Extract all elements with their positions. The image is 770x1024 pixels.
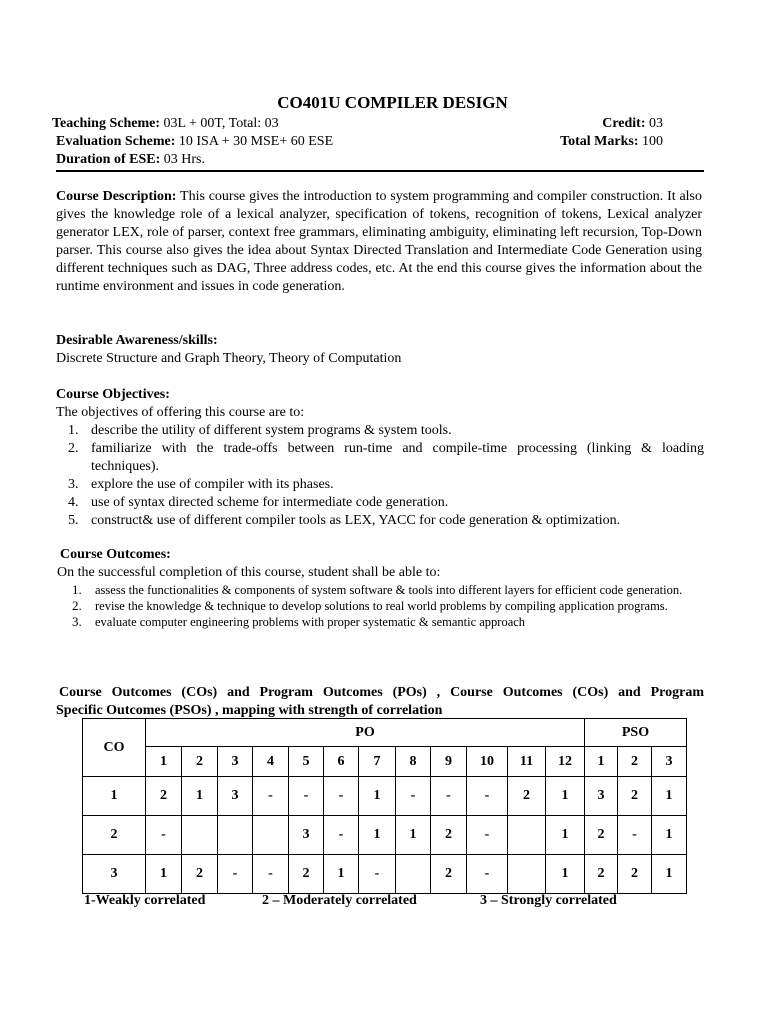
mapping-heading: [56, 684, 704, 720]
objective-text: construct& use of different compiler tools as LEX, YACC for code generation & optimization.: [91, 513, 621, 528]
objective-number: 4.: [68, 495, 79, 510]
table-row: [83, 855, 687, 894]
objectives-heading: Course Objectives:: [56, 387, 170, 402]
ese-duration-label: Duration of ESE:: [56, 152, 161, 167]
awareness-heading: Desirable Awareness/skills:: [56, 333, 218, 348]
objective-number: 5.: [68, 513, 79, 528]
po-number: 11: [508, 747, 546, 777]
outcome-item: [60, 582, 704, 598]
legend-strong: 3 – Strongly correlated: [480, 893, 617, 908]
outcome-number: 2.: [72, 598, 82, 613]
po-number: 9: [431, 747, 467, 777]
po-number: 1: [146, 747, 182, 777]
po-cell: 2: [431, 855, 467, 894]
co-po-mapping-table: [82, 718, 687, 894]
table-row: [83, 777, 687, 816]
objective-number: 1.: [68, 423, 79, 438]
ese-duration-value: 03 Hrs.: [160, 152, 205, 167]
pso-cell: 1: [652, 777, 687, 816]
po-number: 5: [289, 747, 324, 777]
pso-number: 1: [585, 747, 618, 777]
po-cell: -: [324, 777, 359, 816]
objective-item: [56, 494, 704, 512]
po-cell: 2: [182, 855, 218, 894]
teaching-scheme-value: 03L + 00T, Total: 03: [159, 116, 279, 131]
objective-text: familiarize with the trade-offs between run-time and compile-time processing (linking & loading techniques).: [91, 441, 704, 474]
outcomes-list: [60, 582, 704, 630]
teaching-scheme: [52, 115, 333, 133]
table-row: [83, 816, 687, 855]
outcomes-section: [57, 546, 704, 630]
course-title: CO401U COMPILER DESIGN: [277, 93, 508, 112]
course-description-label: Course Description:: [56, 189, 177, 204]
po-cell: -: [324, 816, 359, 855]
po-cell: 3: [218, 777, 253, 816]
co-cell: 2: [83, 816, 146, 855]
po-cell: [182, 816, 218, 855]
po-cell: -: [289, 777, 324, 816]
pso-number: 2: [618, 747, 652, 777]
total-marks-label: Total Marks:: [560, 134, 639, 149]
po-cell: [253, 816, 289, 855]
objective-item: [56, 512, 704, 530]
objective-item: [56, 422, 704, 440]
course-description: [56, 188, 702, 296]
po-cell: 1: [546, 777, 585, 816]
objective-number: 2.: [68, 441, 79, 456]
total-marks: [560, 133, 663, 151]
po-cell: 3: [289, 816, 324, 855]
po-cell: 1: [546, 816, 585, 855]
po-cell: 1: [396, 816, 431, 855]
legend-moderate: 2 – Moderately correlated: [262, 893, 417, 908]
objectives-intro: The objectives of offering this course are to:: [56, 405, 305, 420]
awareness-section: [56, 332, 704, 368]
objectives-section: [56, 386, 704, 530]
outcome-text: evaluate computer engineering problems with proper systematic & semantic approach: [95, 615, 526, 629]
mapping-heading-line2: Specific Outcomes (PSOs) , mapping with strength of correlation: [56, 703, 443, 718]
scheme-info: [52, 115, 333, 169]
po-cell: -: [146, 816, 182, 855]
po-number: 8: [396, 747, 431, 777]
po-cell: 1: [182, 777, 218, 816]
evaluation-scheme-label: Evaluation Scheme:: [56, 134, 176, 149]
outcome-text: revise the knowledge & technique to develop solutions to real world problems by compiling application programs.: [95, 599, 668, 613]
objective-text: describe the utility of different system programs & system tools.: [91, 423, 452, 438]
outcome-number: 3.: [72, 614, 82, 629]
pso-cell: 1: [652, 855, 687, 894]
co-header: CO: [83, 719, 146, 777]
outcomes-heading: Course Outcomes:: [60, 547, 171, 562]
po-cell: -: [467, 816, 508, 855]
po-cell: -: [253, 855, 289, 894]
po-cell: 1: [359, 777, 396, 816]
po-cell: [218, 816, 253, 855]
po-cell: -: [467, 777, 508, 816]
po-number: 7: [359, 747, 396, 777]
co-cell: 3: [83, 855, 146, 894]
po-cell: [508, 816, 546, 855]
objective-item: [56, 476, 704, 494]
po-cell: 1: [359, 816, 396, 855]
po-cell: -: [467, 855, 508, 894]
po-cell: -: [253, 777, 289, 816]
po-number: 12: [546, 747, 585, 777]
pso-cell: 2: [618, 777, 652, 816]
credit-info: [560, 115, 663, 151]
credit-value: 03: [645, 116, 663, 131]
po-number: 4: [253, 747, 289, 777]
credit: [560, 115, 663, 133]
pso-cell: 2: [618, 855, 652, 894]
po-cell: -: [396, 777, 431, 816]
teaching-scheme-label: Teaching Scheme:: [52, 116, 160, 131]
pso-cell: -: [618, 816, 652, 855]
po-cell: 2: [508, 777, 546, 816]
po-cell: 1: [146, 855, 182, 894]
awareness-text: Discrete Structure and Graph Theory, Theory of Computation: [56, 351, 402, 366]
evaluation-scheme: [52, 133, 333, 151]
po-cell: 2: [289, 855, 324, 894]
po-cell: -: [359, 855, 396, 894]
objective-text: use of syntax directed scheme for intermediate code generation.: [91, 495, 449, 510]
outcome-item: [60, 614, 704, 630]
ese-duration: [52, 151, 333, 169]
po-number: 6: [324, 747, 359, 777]
po-cell: 2: [431, 816, 467, 855]
po-cell: [396, 855, 431, 894]
outcome-item: [60, 598, 704, 614]
po-cell: 1: [546, 855, 585, 894]
total-marks-value: 100: [638, 134, 663, 149]
po-number: 10: [467, 747, 508, 777]
pso-cell: 1: [652, 816, 687, 855]
po-number: 2: [182, 747, 218, 777]
co-cell: 1: [83, 777, 146, 816]
po-cell: -: [218, 855, 253, 894]
header-divider: [56, 170, 704, 172]
po-cell: [508, 855, 546, 894]
po-cell: -: [431, 777, 467, 816]
pso-cell: 3: [585, 777, 618, 816]
pso-header: PSO: [585, 719, 687, 747]
objectives-list: [56, 422, 704, 530]
table-header-row: [83, 719, 687, 747]
outcome-number: 1.: [72, 582, 82, 597]
po-cell: 1: [324, 855, 359, 894]
evaluation-scheme-value: 10 ISA + 30 MSE+ 60 ESE: [175, 134, 334, 149]
pso-cell: 2: [585, 816, 618, 855]
po-cell: 2: [146, 777, 182, 816]
credit-label: Credit:: [602, 116, 646, 131]
pso-cell: 2: [585, 855, 618, 894]
po-number: 3: [218, 747, 253, 777]
mapping-heading-line1: Course Outcomes (COs) and Program Outcomes (POs) , Course Outcomes (COs) and Program: [59, 685, 704, 700]
po-header: PO: [146, 719, 585, 747]
outcomes-intro: On the successful completion of this course, student shall be able to:: [57, 565, 441, 580]
course-description-text: This course gives the introduction to system programming and compiler construction. It also gives the knowledge role of a lexical analyzer, specification of tokens, recognition of tokens, Lexical analyzer generator LEX, role of parser, context free grammars, eliminating ambiguity, eliminating left recursion, Top-Down parser. This course also gives the idea about Syntax Directed Translation and Intermediate Code Generation using different techniques such as DAG, Three address codes, etc. At the end this course gives the information about the runtime environment and issues in code generation.: [56, 189, 702, 294]
pso-number: 3: [652, 747, 687, 777]
objective-number: 3.: [68, 477, 79, 492]
objective-text: explore the use of compiler with its phases.: [91, 477, 334, 492]
objective-item: [56, 440, 704, 476]
legend-weak: 1-Weakly correlated: [84, 893, 206, 908]
outcome-text: assess the functionalities & components of system software & tools into different layers for efficient code generation.: [95, 583, 683, 597]
table-subheader-row: [83, 747, 687, 777]
